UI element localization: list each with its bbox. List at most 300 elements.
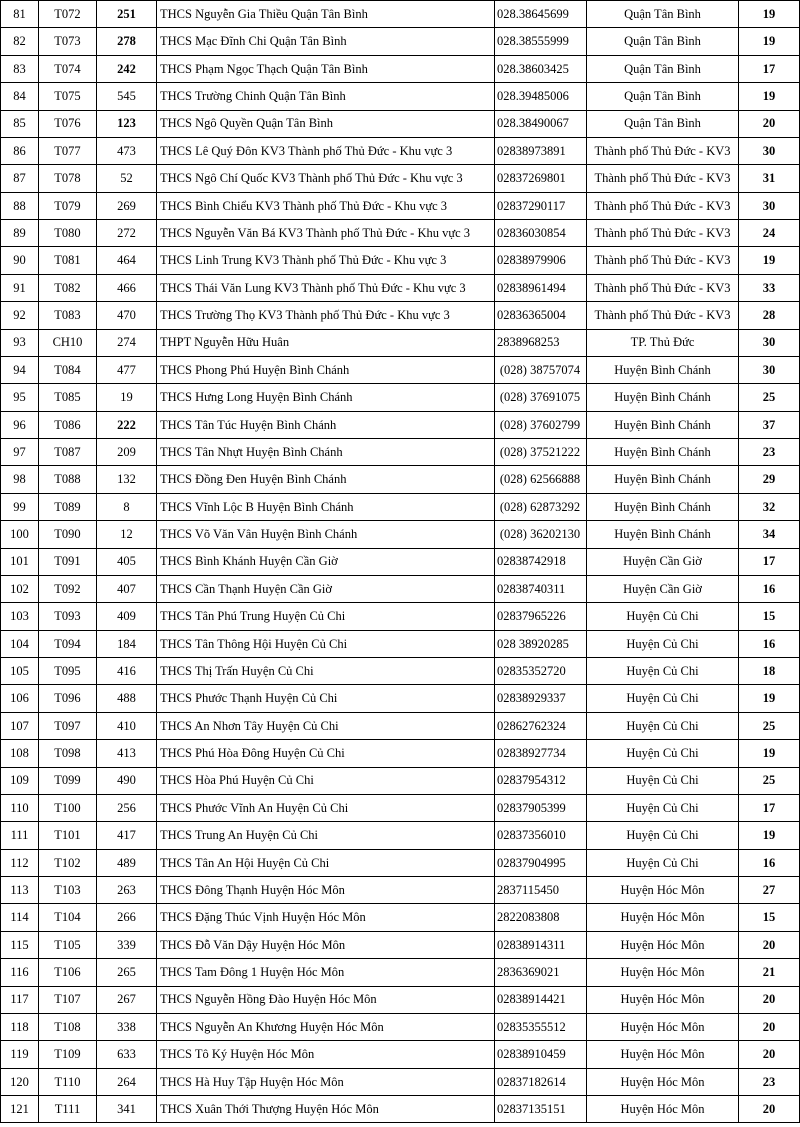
class-count: 29 — [739, 466, 800, 493]
class-count: 30 — [739, 137, 800, 164]
district: Thành phố Thủ Đức - KV3 — [587, 137, 739, 164]
class-count: 19 — [739, 740, 800, 767]
district: Huyện Bình Chánh — [587, 493, 739, 520]
table-row — [1, 192, 800, 219]
school-code: T111 — [39, 1096, 97, 1123]
phone-number: 02838914311 — [495, 931, 587, 958]
phone-number: 028.38490067 — [495, 110, 587, 137]
row-number: 108 — [1, 740, 39, 767]
school-name: THCS Tân An Hội Huyện Củ Chi — [157, 849, 495, 876]
school-code: T078 — [39, 165, 97, 192]
phone-number: 02838740311 — [495, 575, 587, 602]
school-name: THCS Phạm Ngọc Thạch Quận Tân Bình — [157, 55, 495, 82]
district: Huyện Củ Chi — [587, 630, 739, 657]
school-number: 267 — [97, 986, 157, 1013]
row-number: 89 — [1, 220, 39, 247]
school-number: 407 — [97, 575, 157, 602]
school-code: T075 — [39, 83, 97, 110]
school-name: THCS Đặng Thúc Vịnh Huyện Hóc Môn — [157, 904, 495, 931]
school-name: THCS Hòa Phú Huyện Củ Chi — [157, 767, 495, 794]
school-name: THCS Hà Huy Tập Huyện Hóc Môn — [157, 1068, 495, 1095]
phone-number: (028) 36202130 — [495, 521, 587, 548]
district: Huyện Củ Chi — [587, 685, 739, 712]
school-number: 184 — [97, 630, 157, 657]
district: Quận Tân Bình — [587, 28, 739, 55]
school-name: THCS Nguyễn Gia Thiều Quận Tân Bình — [157, 1, 495, 28]
school-number: 222 — [97, 411, 157, 438]
class-count: 20 — [739, 986, 800, 1013]
phone-number: 02838927734 — [495, 740, 587, 767]
class-count: 27 — [739, 877, 800, 904]
table-row — [1, 1068, 800, 1095]
phone-number: 2836369021 — [495, 959, 587, 986]
school-name: THCS Tô Ký Huyện Hóc Môn — [157, 1041, 495, 1068]
school-code: T094 — [39, 630, 97, 657]
class-count: 28 — [739, 302, 800, 329]
school-number: 417 — [97, 822, 157, 849]
school-name: THCS Bình Chiểu KV3 Thành phố Thủ Đức - Khu vực 3 — [157, 192, 495, 219]
table-row — [1, 575, 800, 602]
school-code: T084 — [39, 356, 97, 383]
district: Huyện Hóc Môn — [587, 1013, 739, 1040]
school-name: THCS Phước Thạnh Huyện Củ Chi — [157, 685, 495, 712]
phone-number: 02835352720 — [495, 658, 587, 685]
school-name: THCS Nguyễn An Khương Huyện Hóc Môn — [157, 1013, 495, 1040]
table-row — [1, 740, 800, 767]
school-number: 19 — [97, 384, 157, 411]
school-code: T104 — [39, 904, 97, 931]
class-count: 30 — [739, 329, 800, 356]
school-number: 256 — [97, 794, 157, 821]
school-name: THCS Vĩnh Lộc B Huyện Bình Chánh — [157, 493, 495, 520]
row-number: 118 — [1, 1013, 39, 1040]
school-code: T081 — [39, 247, 97, 274]
school-code: T110 — [39, 1068, 97, 1095]
table-row — [1, 28, 800, 55]
table-row — [1, 356, 800, 383]
school-name: THCS Đồng Đen Huyện Bình Chánh — [157, 466, 495, 493]
district: Thành phố Thủ Đức - KV3 — [587, 165, 739, 192]
school-code: T091 — [39, 548, 97, 575]
school-number: 464 — [97, 247, 157, 274]
class-count: 32 — [739, 493, 800, 520]
district: Huyện Hóc Môn — [587, 931, 739, 958]
district: Huyện Củ Chi — [587, 712, 739, 739]
row-number: 120 — [1, 1068, 39, 1095]
class-count: 20 — [739, 1096, 800, 1123]
school-number: 209 — [97, 439, 157, 466]
class-count: 25 — [739, 712, 800, 739]
phone-number: 02837290117 — [495, 192, 587, 219]
table-row — [1, 1096, 800, 1123]
table-row — [1, 548, 800, 575]
school-number: 405 — [97, 548, 157, 575]
class-count: 19 — [739, 1, 800, 28]
row-number: 93 — [1, 329, 39, 356]
school-name: THCS Linh Trung KV3 Thành phố Thủ Đức - Khu vực 3 — [157, 247, 495, 274]
district: Quận Tân Bình — [587, 55, 739, 82]
school-number: 477 — [97, 356, 157, 383]
phone-number: 02836365004 — [495, 302, 587, 329]
school-code: T101 — [39, 822, 97, 849]
school-number: 545 — [97, 83, 157, 110]
table-row — [1, 55, 800, 82]
table-row — [1, 329, 800, 356]
phone-number: 02838929337 — [495, 685, 587, 712]
class-count: 17 — [739, 794, 800, 821]
district: Huyện Bình Chánh — [587, 411, 739, 438]
row-number: 96 — [1, 411, 39, 438]
school-number: 274 — [97, 329, 157, 356]
table-row — [1, 712, 800, 739]
school-code: CH10 — [39, 329, 97, 356]
district: Quận Tân Bình — [587, 83, 739, 110]
row-number: 106 — [1, 685, 39, 712]
row-number: 115 — [1, 931, 39, 958]
phone-number: 028.38603425 — [495, 55, 587, 82]
school-code: T073 — [39, 28, 97, 55]
district: Huyện Hóc Môn — [587, 1041, 739, 1068]
district: Huyện Củ Chi — [587, 740, 739, 767]
table-row — [1, 658, 800, 685]
table-row — [1, 904, 800, 931]
row-number: 109 — [1, 767, 39, 794]
phone-number: 02838742918 — [495, 548, 587, 575]
school-code: T095 — [39, 658, 97, 685]
school-name: THCS Ngô Chí Quốc KV3 Thành phố Thủ Đức - Khu vực 3 — [157, 165, 495, 192]
table-row — [1, 603, 800, 630]
class-count: 16 — [739, 849, 800, 876]
school-code: T106 — [39, 959, 97, 986]
row-number: 97 — [1, 439, 39, 466]
school-number: 466 — [97, 274, 157, 301]
school-number: 242 — [97, 55, 157, 82]
class-count: 25 — [739, 384, 800, 411]
phone-number: (028) 37521222 — [495, 439, 587, 466]
row-number: 101 — [1, 548, 39, 575]
class-count: 19 — [739, 83, 800, 110]
class-count: 23 — [739, 439, 800, 466]
phone-number: (028) 37691075 — [495, 384, 587, 411]
school-number: 470 — [97, 302, 157, 329]
class-count: 20 — [739, 1041, 800, 1068]
table-row — [1, 384, 800, 411]
class-count: 34 — [739, 521, 800, 548]
phone-number: 02837182614 — [495, 1068, 587, 1095]
table-row — [1, 794, 800, 821]
school-name: THCS Ngô Quyền Quận Tân Bình — [157, 110, 495, 137]
class-count: 20 — [739, 1013, 800, 1040]
phone-number: 02838961494 — [495, 274, 587, 301]
district: TP. Thủ Đức — [587, 329, 739, 356]
row-number: 112 — [1, 849, 39, 876]
table-row — [1, 959, 800, 986]
phone-number: 02837904995 — [495, 849, 587, 876]
phone-number: 02838914421 — [495, 986, 587, 1013]
school-number: 413 — [97, 740, 157, 767]
district: Huyện Hóc Môn — [587, 1068, 739, 1095]
phone-number: 02838979906 — [495, 247, 587, 274]
school-code: T102 — [39, 849, 97, 876]
phone-number: 02835355512 — [495, 1013, 587, 1040]
phone-number: 2838968253 — [495, 329, 587, 356]
district: Huyện Bình Chánh — [587, 439, 739, 466]
district: Thành phố Thủ Đức - KV3 — [587, 192, 739, 219]
district: Huyện Củ Chi — [587, 849, 739, 876]
phone-number: 02837905399 — [495, 794, 587, 821]
row-number: 102 — [1, 575, 39, 602]
row-number: 111 — [1, 822, 39, 849]
district: Huyện Cần Giờ — [587, 548, 739, 575]
phone-number: 02862762324 — [495, 712, 587, 739]
class-count: 18 — [739, 658, 800, 685]
school-name: THCS Tân Nhựt Huyện Bình Chánh — [157, 439, 495, 466]
row-number: 113 — [1, 877, 39, 904]
school-code: T107 — [39, 986, 97, 1013]
table-row — [1, 521, 800, 548]
row-number: 95 — [1, 384, 39, 411]
school-name: THCS Tân Phú Trung Huyện Củ Chi — [157, 603, 495, 630]
table-row — [1, 1041, 800, 1068]
school-number: 473 — [97, 137, 157, 164]
school-code: T083 — [39, 302, 97, 329]
phone-number: 02837356010 — [495, 822, 587, 849]
row-number: 94 — [1, 356, 39, 383]
class-count: 20 — [739, 931, 800, 958]
school-code: T082 — [39, 274, 97, 301]
phone-number: 02838910459 — [495, 1041, 587, 1068]
school-name: THCS Xuân Thới Thượng Huyện Hóc Môn — [157, 1096, 495, 1123]
school-name: THPT Nguyễn Hữu Huân — [157, 329, 495, 356]
district: Huyện Bình Chánh — [587, 521, 739, 548]
row-number: 86 — [1, 137, 39, 164]
row-number: 85 — [1, 110, 39, 137]
district: Huyện Hóc Môn — [587, 986, 739, 1013]
row-number: 87 — [1, 165, 39, 192]
table-row — [1, 630, 800, 657]
phone-number: 02837269801 — [495, 165, 587, 192]
school-name: THCS Phước Vĩnh An Huyện Củ Chi — [157, 794, 495, 821]
school-number: 488 — [97, 685, 157, 712]
table-row — [1, 493, 800, 520]
row-number: 83 — [1, 55, 39, 82]
district: Thành phố Thủ Đức - KV3 — [587, 274, 739, 301]
school-code: T098 — [39, 740, 97, 767]
class-count: 16 — [739, 575, 800, 602]
row-number: 121 — [1, 1096, 39, 1123]
class-count: 17 — [739, 55, 800, 82]
district: Huyện Bình Chánh — [587, 384, 739, 411]
school-code: T087 — [39, 439, 97, 466]
row-number: 117 — [1, 986, 39, 1013]
phone-number: (028) 62873292 — [495, 493, 587, 520]
phone-number: 028.39485006 — [495, 83, 587, 110]
school-number: 338 — [97, 1013, 157, 1040]
school-code: T080 — [39, 220, 97, 247]
phone-number: 028.38555999 — [495, 28, 587, 55]
district: Thành phố Thủ Đức - KV3 — [587, 220, 739, 247]
school-number: 278 — [97, 28, 157, 55]
school-code: T090 — [39, 521, 97, 548]
row-number: 91 — [1, 274, 39, 301]
school-number: 341 — [97, 1096, 157, 1123]
class-count: 25 — [739, 767, 800, 794]
phone-number: (028) 38757074 — [495, 356, 587, 383]
school-number: 409 — [97, 603, 157, 630]
school-code: T097 — [39, 712, 97, 739]
class-count: 20 — [739, 110, 800, 137]
table-row — [1, 274, 800, 301]
district: Huyện Hóc Môn — [587, 959, 739, 986]
district: Quận Tân Bình — [587, 110, 739, 137]
table-row — [1, 83, 800, 110]
school-code: T089 — [39, 493, 97, 520]
district: Huyện Củ Chi — [587, 603, 739, 630]
district: Huyện Củ Chi — [587, 767, 739, 794]
school-code: T085 — [39, 384, 97, 411]
class-count: 31 — [739, 165, 800, 192]
school-number: 263 — [97, 877, 157, 904]
school-name: THCS Tân Túc Huyện Bình Chánh — [157, 411, 495, 438]
school-name: THCS Phú Hòa Đông Huyện Củ Chi — [157, 740, 495, 767]
school-name: THCS Võ Văn Vân Huyện Bình Chánh — [157, 521, 495, 548]
row-number: 88 — [1, 192, 39, 219]
class-count: 19 — [739, 28, 800, 55]
class-count: 24 — [739, 220, 800, 247]
school-code: T105 — [39, 931, 97, 958]
school-name: THCS Thị Trấn Huyện Củ Chi — [157, 658, 495, 685]
table-row — [1, 931, 800, 958]
school-name: THCS Lê Quý Đôn KV3 Thành phố Thủ Đức - Khu vực 3 — [157, 137, 495, 164]
school-name: THCS Thái Văn Lung KV3 Thành phố Thủ Đức - Khu vực 3 — [157, 274, 495, 301]
table-row — [1, 411, 800, 438]
class-count: 23 — [739, 1068, 800, 1095]
school-number: 490 — [97, 767, 157, 794]
district: Huyện Hóc Môn — [587, 904, 739, 931]
school-code: T086 — [39, 411, 97, 438]
school-name: THCS Trường Chinh Quận Tân Bình — [157, 83, 495, 110]
school-code: T079 — [39, 192, 97, 219]
phone-number: 02837954312 — [495, 767, 587, 794]
table-row — [1, 822, 800, 849]
table-row — [1, 137, 800, 164]
district: Huyện Hóc Môn — [587, 1096, 739, 1123]
row-number: 81 — [1, 1, 39, 28]
table-row — [1, 1, 800, 28]
school-code: T092 — [39, 575, 97, 602]
table-row — [1, 247, 800, 274]
table-row — [1, 849, 800, 876]
school-name: THCS Cần Thạnh Huyện Cần Giờ — [157, 575, 495, 602]
school-name: THCS Đỗ Văn Dậy Huyện Hóc Môn — [157, 931, 495, 958]
school-name: THCS Nguyễn Văn Bá KV3 Thành phố Thủ Đức - Khu vực 3 — [157, 220, 495, 247]
row-number: 116 — [1, 959, 39, 986]
school-code: T088 — [39, 466, 97, 493]
school-code: T100 — [39, 794, 97, 821]
class-count: 19 — [739, 685, 800, 712]
school-number: 339 — [97, 931, 157, 958]
school-name: THCS Bình Khánh Huyện Cần Giờ — [157, 548, 495, 575]
phone-number: 02838973891 — [495, 137, 587, 164]
table-row — [1, 110, 800, 137]
school-number: 489 — [97, 849, 157, 876]
district: Huyện Củ Chi — [587, 822, 739, 849]
row-number: 107 — [1, 712, 39, 739]
table-row — [1, 767, 800, 794]
school-code: T099 — [39, 767, 97, 794]
table-row — [1, 1013, 800, 1040]
school-number: 265 — [97, 959, 157, 986]
district: Huyện Củ Chi — [587, 794, 739, 821]
school-name: THCS Nguyễn Hồng Đào Huyện Hóc Môn — [157, 986, 495, 1013]
class-count: 21 — [739, 959, 800, 986]
row-number: 84 — [1, 83, 39, 110]
school-code: T076 — [39, 110, 97, 137]
school-number: 251 — [97, 1, 157, 28]
school-code: T077 — [39, 137, 97, 164]
class-count: 19 — [739, 247, 800, 274]
school-name: THCS Mạc Đĩnh Chi Quận Tân Bình — [157, 28, 495, 55]
table-row — [1, 466, 800, 493]
district: Thành phố Thủ Đức - KV3 — [587, 302, 739, 329]
school-number: 416 — [97, 658, 157, 685]
class-count: 16 — [739, 630, 800, 657]
class-count: 33 — [739, 274, 800, 301]
class-count: 17 — [739, 548, 800, 575]
school-number: 264 — [97, 1068, 157, 1095]
school-number: 269 — [97, 192, 157, 219]
district: Huyện Bình Chánh — [587, 356, 739, 383]
phone-number: 02837965226 — [495, 603, 587, 630]
table-body — [1, 1, 800, 1123]
phone-number: 02837135151 — [495, 1096, 587, 1123]
school-name: THCS Phong Phú Huyện Bình Chánh — [157, 356, 495, 383]
class-count: 19 — [739, 822, 800, 849]
class-count: 30 — [739, 192, 800, 219]
table-row — [1, 165, 800, 192]
district: Huyện Bình Chánh — [587, 466, 739, 493]
school-code: T072 — [39, 1, 97, 28]
class-count: 30 — [739, 356, 800, 383]
school-code: T096 — [39, 685, 97, 712]
school-code: T074 — [39, 55, 97, 82]
row-number: 110 — [1, 794, 39, 821]
district: Huyện Hóc Môn — [587, 877, 739, 904]
phone-number: 2837115450 — [495, 877, 587, 904]
school-number: 633 — [97, 1041, 157, 1068]
row-number: 114 — [1, 904, 39, 931]
phone-number: 028.38645699 — [495, 1, 587, 28]
school-name: THCS Trung An Huyện Củ Chi — [157, 822, 495, 849]
school-number: 52 — [97, 165, 157, 192]
school-name: THCS Trường Thọ KV3 Thành phố Thủ Đức - Khu vực 3 — [157, 302, 495, 329]
school-number: 8 — [97, 493, 157, 520]
school-number: 132 — [97, 466, 157, 493]
row-number: 104 — [1, 630, 39, 657]
table-row — [1, 439, 800, 466]
class-count: 15 — [739, 603, 800, 630]
row-number: 90 — [1, 247, 39, 274]
phone-number: 2822083808 — [495, 904, 587, 931]
school-number: 272 — [97, 220, 157, 247]
school-code: T093 — [39, 603, 97, 630]
school-number: 266 — [97, 904, 157, 931]
school-code: T109 — [39, 1041, 97, 1068]
class-count: 37 — [739, 411, 800, 438]
row-number: 119 — [1, 1041, 39, 1068]
school-number: 410 — [97, 712, 157, 739]
phone-number: 028 38920285 — [495, 630, 587, 657]
